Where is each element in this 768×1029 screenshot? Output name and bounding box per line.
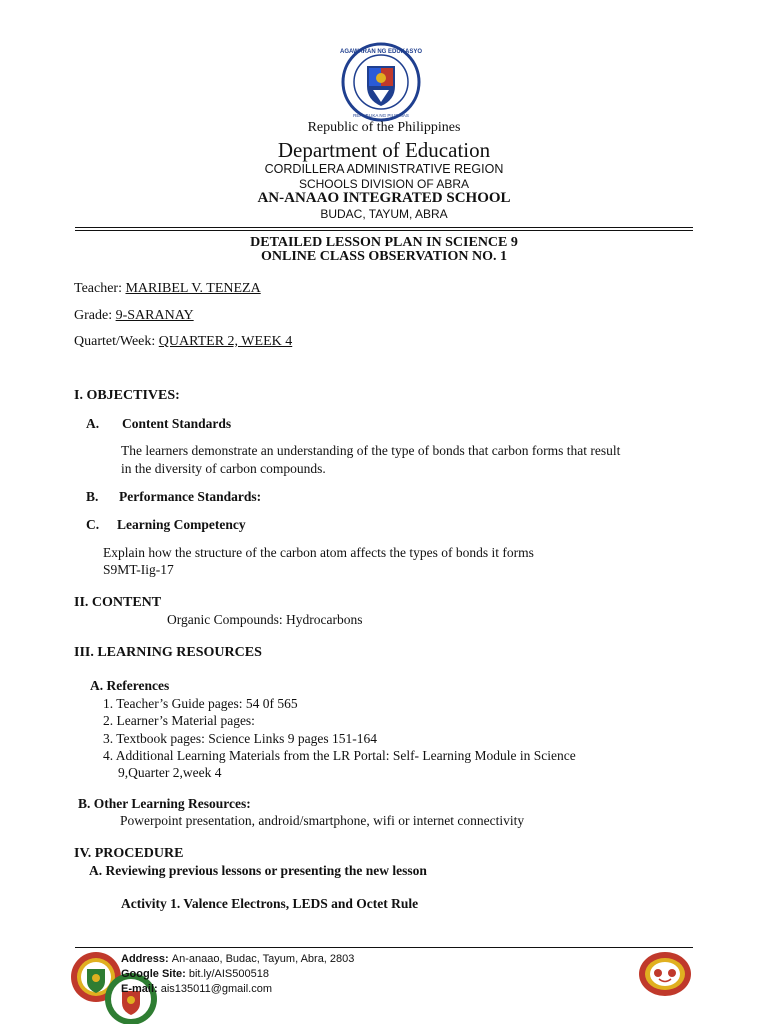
list-item: 3. Textbook pages: Science Links 9 pages 151-164 — [103, 730, 378, 746]
footer-site — [121, 968, 269, 980]
teacher-value: MARIBEL V. TENEZA — [125, 281, 261, 296]
deped-seal — [340, 42, 422, 122]
content-standards-text-1: The learners demonstrate an understanding of the type of bonds that carbon forms that result — [121, 443, 621, 458]
department-title: Department of Education — [277, 138, 491, 162]
site-value: bit.ly/AIS500518 — [188, 968, 269, 980]
references-list — [103, 695, 576, 781]
footer-divider — [75, 947, 693, 948]
grade-value: 9-SARANAY — [115, 308, 194, 323]
grade-row — [74, 308, 194, 324]
learning-competency-code: S9MT-Iig-17 — [103, 562, 174, 577]
objectives-heading: I. OBJECTIVES: — [74, 388, 180, 403]
content-standards-letter: A. — [86, 416, 100, 431]
plan-title: DETAILED LESSON PLAN IN SCIENCE 9 — [250, 235, 518, 250]
performance-standards-letter: B. — [86, 489, 99, 504]
email-label: E-mail: — [121, 983, 158, 995]
content-text: Organic Compounds: Hydrocarbons — [167, 612, 363, 627]
school-emblem-right — [638, 951, 692, 997]
other-resources-text: Powerpoint presentation, android/smartphone, wifi or internet connectivity — [120, 813, 525, 828]
footer-address — [121, 953, 354, 965]
email-value: ais135011@gmail.com — [160, 983, 272, 995]
region-text: CORDILLERA ADMINISTRATIVE REGION — [264, 162, 504, 176]
performance-standards-title: Performance Standards: — [119, 489, 262, 504]
learning-competency-title: Learning Competency — [117, 517, 246, 532]
quarter-value: QUARTER 2, WEEK 4 — [158, 334, 293, 349]
list-item: 2. Learner’s Material pages: — [103, 713, 255, 729]
header-divider-thin — [75, 230, 693, 231]
learning-competency-text: Explain how the structure of the carbon atom affects the types of bonds it forms — [103, 545, 534, 560]
learning-competency-letter: C. — [86, 517, 100, 532]
svg-text:KAGAWARAN NG EDUKASYON: KAGAWARAN NG EDUKASYON — [340, 49, 422, 55]
site-label: Google Site: — [121, 968, 186, 980]
grade-label: Grade: — [74, 308, 113, 323]
deped-seal-icon — [340, 42, 422, 122]
activity-title: Activity 1. Valence Electrons, LEDS and Octet Rule — [121, 896, 419, 911]
quarter-row — [74, 334, 292, 350]
content-heading: II. CONTENT — [74, 595, 162, 610]
teacher-label: Teacher: — [74, 281, 122, 296]
school-address: BUDAC, TAYUM, ABRA — [320, 207, 448, 221]
svg-text:REPUBLIKA NG PILIPINAS: REPUBLIKA NG PILIPINAS — [353, 113, 409, 118]
address-value: An-anaao, Budac, Tayum, Abra, 2803 — [171, 953, 355, 965]
content-standards-title: Content Standards — [122, 416, 232, 431]
quarter-label: Quartet/Week: — [74, 334, 156, 349]
header-divider — [75, 227, 693, 228]
content-standards-text-2: in the diversity of carbon compounds. — [121, 461, 326, 476]
footer-email — [121, 983, 272, 995]
school-name: AN-ANAAO INTEGRATED SCHOOL — [257, 190, 511, 206]
resources-heading: III. LEARNING RESOURCES — [74, 645, 262, 660]
emblem-icon — [638, 951, 692, 997]
list-item-continuation: 9,Quarter 2,week 4 — [118, 765, 222, 781]
references-heading: A. References — [90, 678, 170, 693]
list-item: 1. Teacher’s Guide pages: 54 0f 565 — [103, 696, 298, 711]
division-text: SCHOOLS DIVISION OF ABRA — [298, 177, 470, 191]
procedure-heading: IV. PROCEDURE — [74, 846, 184, 861]
plan-subtitle: ONLINE CLASS OBSERVATION NO. 1 — [261, 249, 507, 264]
list-item: 4. Additional Learning Materials from the LR Portal: Self- Learning Module in Science — [103, 747, 576, 763]
other-resources-heading: B. Other Learning Resources: — [78, 796, 251, 811]
teacher-row — [74, 281, 261, 297]
republic-text: Republic of the Philippines — [307, 120, 461, 135]
procedure-a-title: A. Reviewing previous lessons or presenting the new lesson — [89, 863, 427, 878]
address-label: Address: — [121, 953, 169, 965]
